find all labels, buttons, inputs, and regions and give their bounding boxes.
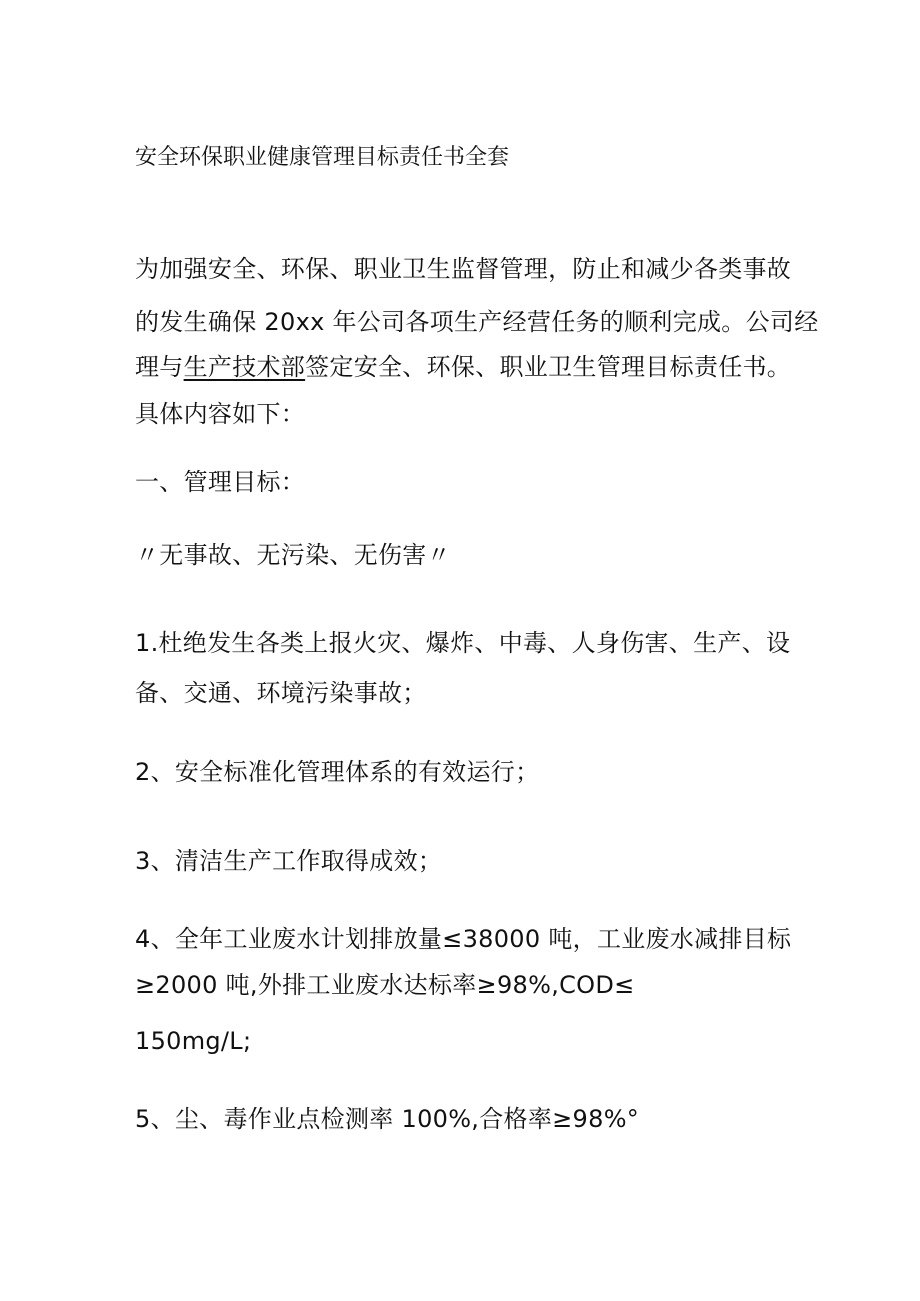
intro-line-3-start: 理与 bbox=[135, 353, 184, 381]
intro-line-3 bbox=[135, 350, 791, 384]
department-link[interactable]: 生产技术部 bbox=[183, 353, 306, 381]
item-1-line-1: 1.杜绝发生各类上报火灾、爆炸、中毒、人身伤害、生产、设 bbox=[135, 629, 791, 657]
item-5: 5、尘、毒作业点检测率 100%,合格率≥98%° bbox=[135, 1105, 640, 1133]
section-heading: 一、管理目标： bbox=[135, 468, 306, 496]
item-4-line-2: ≥2000 吨,外排工业废水达标率≥98%,COD≤ bbox=[135, 971, 635, 999]
intro-line-4: 具体内容如下： bbox=[135, 400, 306, 428]
item-4-line-1: 4、全年工业废水计划排放量≤38000 吨，工业废水减排目标 bbox=[135, 925, 792, 953]
intro-line-3-end: 签定安全、环保、职业卫生管理目标责任书。 bbox=[305, 353, 792, 381]
item-3: 3、清洁生产工作取得成效； bbox=[135, 847, 443, 875]
intro-line-2: 的发生确保 20xx 年公司各项生产经营任务的顺利完成。公司经 bbox=[135, 308, 819, 336]
item-4-line-3: 150mg∕L; bbox=[135, 1027, 252, 1055]
intro-line-1: 为加强安全、环保、职业卫生监督管理，防止和减少各类事故 bbox=[135, 255, 792, 283]
item-2: 2、安全标准化管理体系的有效运行； bbox=[135, 758, 540, 786]
document-title: 安全环保职业健康管理目标责任书全套 bbox=[135, 145, 510, 170]
item-1-line-2: 备、交通、环境污染事故； bbox=[135, 679, 427, 707]
slogan: 〃无事故、无污染、无伤害〃 bbox=[135, 541, 451, 569]
